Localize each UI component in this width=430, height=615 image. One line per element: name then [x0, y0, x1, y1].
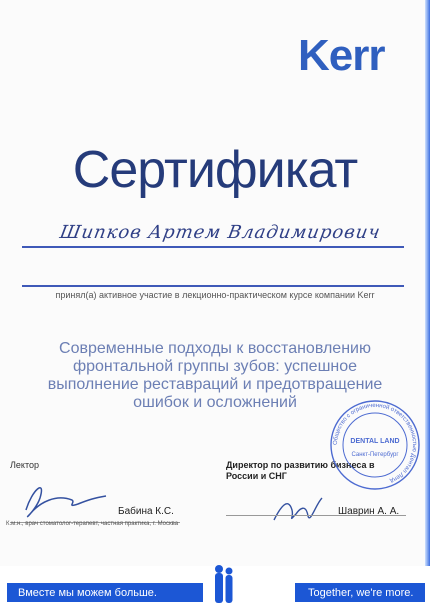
- company-stamp: [328, 398, 422, 492]
- lector-signature: [12, 470, 112, 525]
- participation-text: принял(а) активное участие в лекционно-практическом курсе компании Kerr: [55, 290, 375, 300]
- participation-divider: [22, 285, 404, 287]
- people-icon: [210, 563, 236, 608]
- lector-credentials: К.м.н., врач стоматолог-терапевт, частная практика, г. Москва: [6, 521, 179, 527]
- director-signature: [270, 486, 330, 531]
- name-underline: [22, 246, 404, 248]
- director-name: Шаврин А. А.: [338, 506, 400, 517]
- recipient-name: Шипков Артем Владимирович: [58, 222, 383, 243]
- director-label: Директор по развитию бизнеса в России и СНГ: [226, 460, 375, 481]
- logo-text: Kerr: [298, 31, 385, 80]
- certificate-title: Сертификат: [72, 141, 358, 199]
- course-title: Современные подходы к восстановлению фронтальной группы зубов: успешное выполнение реставраций и предотвращение ошибок и осложнений: [47, 340, 383, 411]
- kerr-logo: [298, 30, 416, 86]
- stamp-center-text: DENTAL LAND: [350, 438, 400, 445]
- decorative-strip: [425, 0, 430, 615]
- lector-label: Лектор: [10, 460, 39, 470]
- slogan-en: Together, we're more.: [308, 587, 414, 599]
- stamp-city: Санкт-Петербург: [351, 452, 399, 458]
- lector-name: Бабина К.С.: [118, 506, 174, 517]
- stamp-ring-text: Общество с ограниченной ответственностью Дентал Ленд: [332, 402, 418, 484]
- slogan-ru: Вместе мы можем больше.: [18, 587, 157, 599]
